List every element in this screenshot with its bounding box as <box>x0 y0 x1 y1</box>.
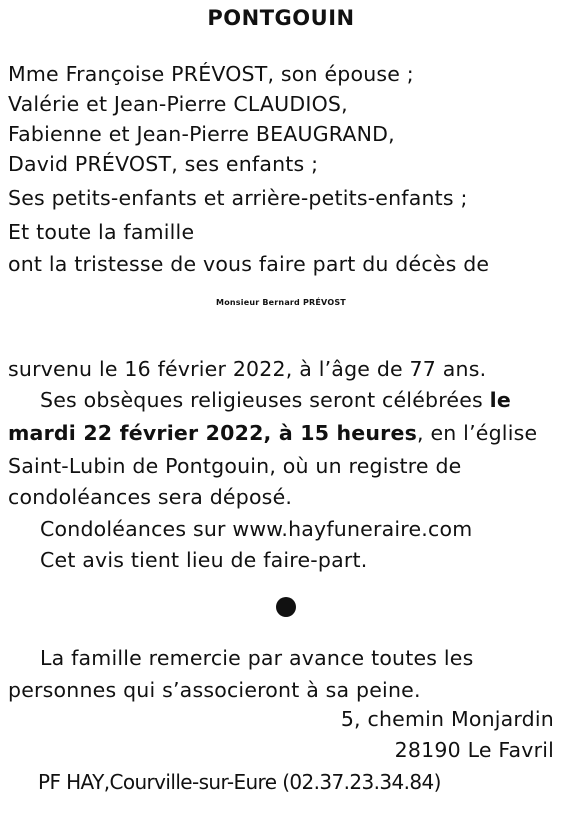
family-line-child-1: Valérie et Jean-Pierre CLAUDIOS, <box>8 92 348 116</box>
thanks-line-1: La famille remercie par avance toutes les <box>40 646 474 670</box>
deceased-name: Monsieur Bernard PRÉVOST <box>216 298 346 307</box>
thanks-line-2: personnes qui s’associeront à sa peine. <box>8 678 421 702</box>
funeral-line-2 <box>8 419 537 447</box>
funeral-home-line: PF HAY,Courville-sur-Eure (02.37.23.34.84) <box>38 770 441 794</box>
announcement-line: ont la tristesse de vous faire part du décès de <box>8 252 490 276</box>
funeral-line-1-bold: le <box>489 388 511 412</box>
address-city: 28190 Le Favril <box>394 738 554 762</box>
funeral-line-1 <box>40 386 511 414</box>
funeral-date-time: mardi 22 février 2022, à 15 heures <box>8 421 418 445</box>
separator-bullet <box>276 597 296 617</box>
death-date-line: survenu le 16 février 2022, à l’âge de 77 ans. <box>8 357 487 381</box>
funeral-line-1-text: Ses obsèques religieuses seront célébrées <box>40 388 483 412</box>
family-line-family: Et toute la famille <box>8 220 195 244</box>
family-line-grandchildren: Ses petits-enfants et arrière-petits-enfants ; <box>8 186 468 210</box>
address-street: 5, chemin Monjardin <box>340 707 554 731</box>
place-heading: PONTGOUIN <box>207 6 355 30</box>
funeral-line-3: Saint-Lubin de Pontgouin, où un registre de <box>8 454 462 478</box>
family-line-spouse: Mme Françoise PRÉVOST, son épouse ; <box>8 62 414 86</box>
family-line-child-2: Fabienne et Jean-Pierre BEAUGRAND, <box>8 122 395 146</box>
notice-line: Cet avis tient lieu de faire-part. <box>40 548 368 572</box>
condolences-line: Condoléances sur www.hayfuneraire.com <box>40 517 473 541</box>
funeral-line-2-text: , en l’église <box>417 421 538 445</box>
family-line-child-3: David PRÉVOST, ses enfants ; <box>8 152 319 176</box>
funeral-line-4: condoléances sera déposé. <box>8 485 293 509</box>
